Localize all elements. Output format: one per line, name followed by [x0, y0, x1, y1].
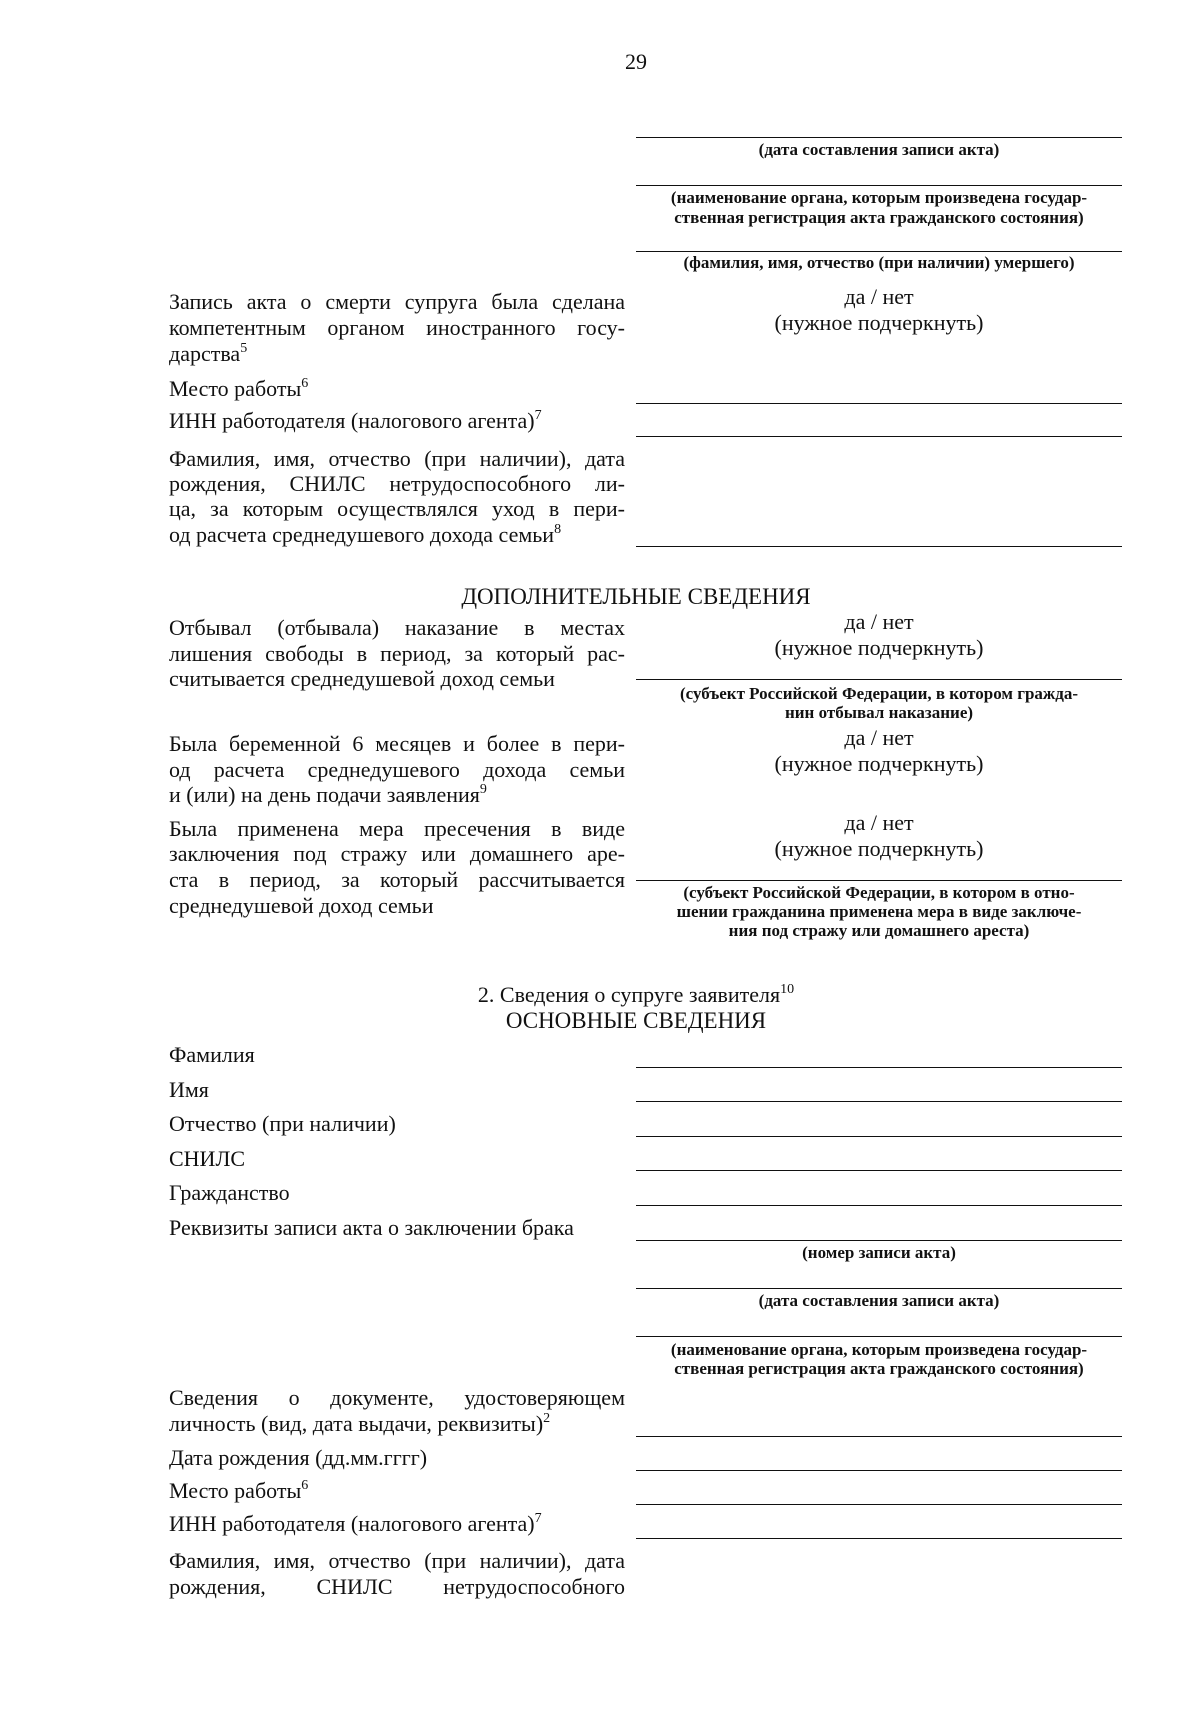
imprisonment-region-field-line: [636, 679, 1122, 680]
spouse-snils-label: СНИЛС: [169, 1146, 246, 1171]
workplace-field-line: [636, 403, 1122, 404]
spouse-workplace-label-text: Место работы: [169, 1478, 302, 1503]
death-registry-office-caption-line: ственная регистрация акта гражданского состояния): [674, 208, 1084, 227]
spouse-dependent-care-label-line: Фамилия, имя, отчество (при наличии), дата: [169, 1548, 625, 1573]
detention-label-line: Была применена мера пресечения в виде: [169, 816, 625, 841]
dependent-care-field-line: [636, 546, 1122, 547]
marriage-record-number-field-line: [636, 1240, 1122, 1241]
foreign-record-answer-options: да / нет: [844, 284, 914, 309]
footnote-ref: 6: [301, 1478, 309, 1493]
spouse-section-title: [336, 982, 936, 1008]
dependent-care-label-line: ца, за которым осуществлялся уход в пери-: [169, 496, 625, 521]
footnote-ref: 9: [479, 782, 487, 797]
foreign-record-label-text: дарства: [169, 341, 241, 366]
detention-answer-hint: (нужное подчеркнуть): [774, 836, 984, 861]
spouse-employer-inn-label-text: ИНН работодателя (налогового агента): [169, 1511, 535, 1536]
basic-info-heading: ОСНОВНЫЕ СВЕДЕНИЯ: [505, 1008, 767, 1033]
workplace-label-text: Место работы: [169, 376, 302, 401]
footnote-ref: 10: [780, 982, 795, 997]
identity-document-label-text: личность (вид, дата выдачи, реквизиты): [169, 1411, 544, 1436]
spouse-first-name-field-line: [636, 1101, 1122, 1102]
death-record-date-caption: (дата составления записи акта): [758, 140, 1000, 159]
foreign-record-answer-hint: (нужное подчеркнуть): [774, 310, 984, 335]
spouse-first-name-label: Имя: [169, 1077, 209, 1102]
footnote-ref: 6: [301, 376, 309, 391]
pregnancy-answer-hint: (нужное подчеркнуть): [774, 751, 984, 776]
page-number: 29: [625, 49, 647, 74]
imprisonment-label-line: Отбывал (отбывала) наказание в местах: [169, 615, 625, 640]
employer-inn-label: [169, 408, 625, 434]
deceased-name-field-line: [636, 251, 1122, 252]
foreign-record-label-line: [169, 341, 625, 367]
detention-label-line: среднедушевой доход семьи: [169, 893, 434, 918]
imprisonment-answer-options: да / нет: [844, 609, 914, 634]
marriage-record-number-caption: (номер записи акта): [802, 1243, 956, 1262]
foreign-record-label-line: Запись акта о смерти супруга была сделана: [169, 289, 625, 314]
spouse-employer-inn-label: [169, 1511, 625, 1537]
detention-region-caption-line: шении гражданина применена мера в виде заключе-: [676, 902, 1082, 921]
spouse-employer-inn-field-line: [636, 1538, 1122, 1539]
imprisonment-label-line: считывается среднедушевой доход семьи: [169, 666, 555, 691]
employer-inn-field-line: [636, 436, 1122, 437]
spouse-workplace-field-line: [636, 1504, 1122, 1505]
marriage-record-label: Реквизиты записи акта о заключении брака: [169, 1215, 574, 1240]
footnote-ref: 8: [554, 522, 562, 537]
spouse-birth-date-field-line: [636, 1470, 1122, 1471]
spouse-section-title-text: 2. Сведения о супруге заявителя: [477, 982, 781, 1007]
additional-info-heading: ДОПОЛНИТЕЛЬНЫЕ СВЕДЕНИЯ: [461, 584, 811, 609]
detention-label-line: заключения под стражу или домашнего аре-: [169, 841, 625, 866]
death-record-date-field-line: [636, 137, 1122, 138]
spouse-surname-label: Фамилия: [169, 1042, 255, 1067]
footnote-ref: 7: [534, 1511, 542, 1526]
marriage-registry-office-field-line: [636, 1336, 1122, 1337]
dependent-care-label-line: рождения, СНИЛС нетрудоспособного ли-: [169, 471, 625, 496]
pregnancy-label-text: и (или) на день подачи заявления: [169, 782, 480, 807]
death-registry-office-caption-line: (наименование органа, которым произведена государ-: [670, 188, 1088, 207]
dependent-care-label-line: [169, 522, 625, 548]
spouse-dependent-care-label-line: рождения, СНИЛС нетрудоспособного: [169, 1574, 625, 1599]
imprisonment-answer-hint: (нужное подчеркнуть): [774, 635, 984, 660]
pregnancy-label-line: [169, 782, 625, 808]
imprisonment-region-caption-line: нин отбывал наказание): [784, 703, 974, 722]
death-registry-office-field-line: [636, 185, 1122, 186]
pregnancy-answer-options: да / нет: [844, 725, 914, 750]
detention-region-field-line: [636, 880, 1122, 881]
workplace-label: [169, 376, 625, 402]
spouse-patronymic-field-line: [636, 1136, 1122, 1137]
detention-label-line: ста в период, за который рассчитывается: [169, 867, 625, 892]
detention-region-caption-line: (субъект Российской Федерации, в котором в отно-: [683, 883, 1075, 902]
marriage-record-date-caption: (дата составления записи акта): [758, 1291, 1000, 1310]
spouse-surname-field-line: [636, 1067, 1122, 1068]
spouse-birth-date-label: Дата рождения (дд.мм.гггг): [169, 1445, 428, 1470]
detention-region-caption-line: ния под стражу или домашнего ареста): [728, 921, 1030, 940]
pregnancy-label-line: од расчета среднедушевого дохода семьи: [169, 757, 625, 782]
spouse-patronymic-label: Отчество (при наличии): [169, 1111, 396, 1136]
footnote-ref: 5: [240, 341, 248, 356]
employer-inn-label-text: ИНН работодателя (налогового агента): [169, 408, 535, 433]
spouse-citizenship-label: Гражданство: [169, 1180, 290, 1205]
detention-answer-options: да / нет: [844, 810, 914, 835]
identity-document-label-line: Сведения о документе, удостоверяющем: [169, 1385, 625, 1410]
marriage-registry-office-caption-line: (наименование органа, которым произведена государ-: [670, 1340, 1088, 1359]
imprisonment-label-line: лишения свободы в период, за который рас-: [169, 641, 625, 666]
marriage-registry-office-caption-line: ственная регистрация акта гражданского состояния): [674, 1359, 1084, 1378]
dependent-care-label-line: Фамилия, имя, отчество (при наличии), дата: [169, 446, 625, 471]
identity-document-label-line: [169, 1411, 625, 1437]
dependent-care-label-text: од расчета среднедушевого дохода семьи: [169, 522, 555, 547]
identity-document-field-line: [636, 1436, 1122, 1437]
deceased-name-caption: (фамилия, имя, отчество (при наличии) умершего): [683, 253, 1075, 272]
spouse-snils-field-line: [636, 1170, 1122, 1171]
marriage-record-date-field-line: [636, 1288, 1122, 1289]
spouse-workplace-label: [169, 1478, 625, 1504]
imprisonment-region-caption-line: (субъект Российской Федерации, в котором гражда-: [679, 684, 1079, 703]
pregnancy-label-line: Была беременной 6 месяцев и более в пери-: [169, 731, 625, 756]
spouse-citizenship-field-line: [636, 1205, 1122, 1206]
footnote-ref: 2: [543, 1411, 551, 1426]
foreign-record-label-line: компетентным органом иностранного госу-: [169, 315, 625, 340]
footnote-ref: 7: [534, 408, 542, 423]
